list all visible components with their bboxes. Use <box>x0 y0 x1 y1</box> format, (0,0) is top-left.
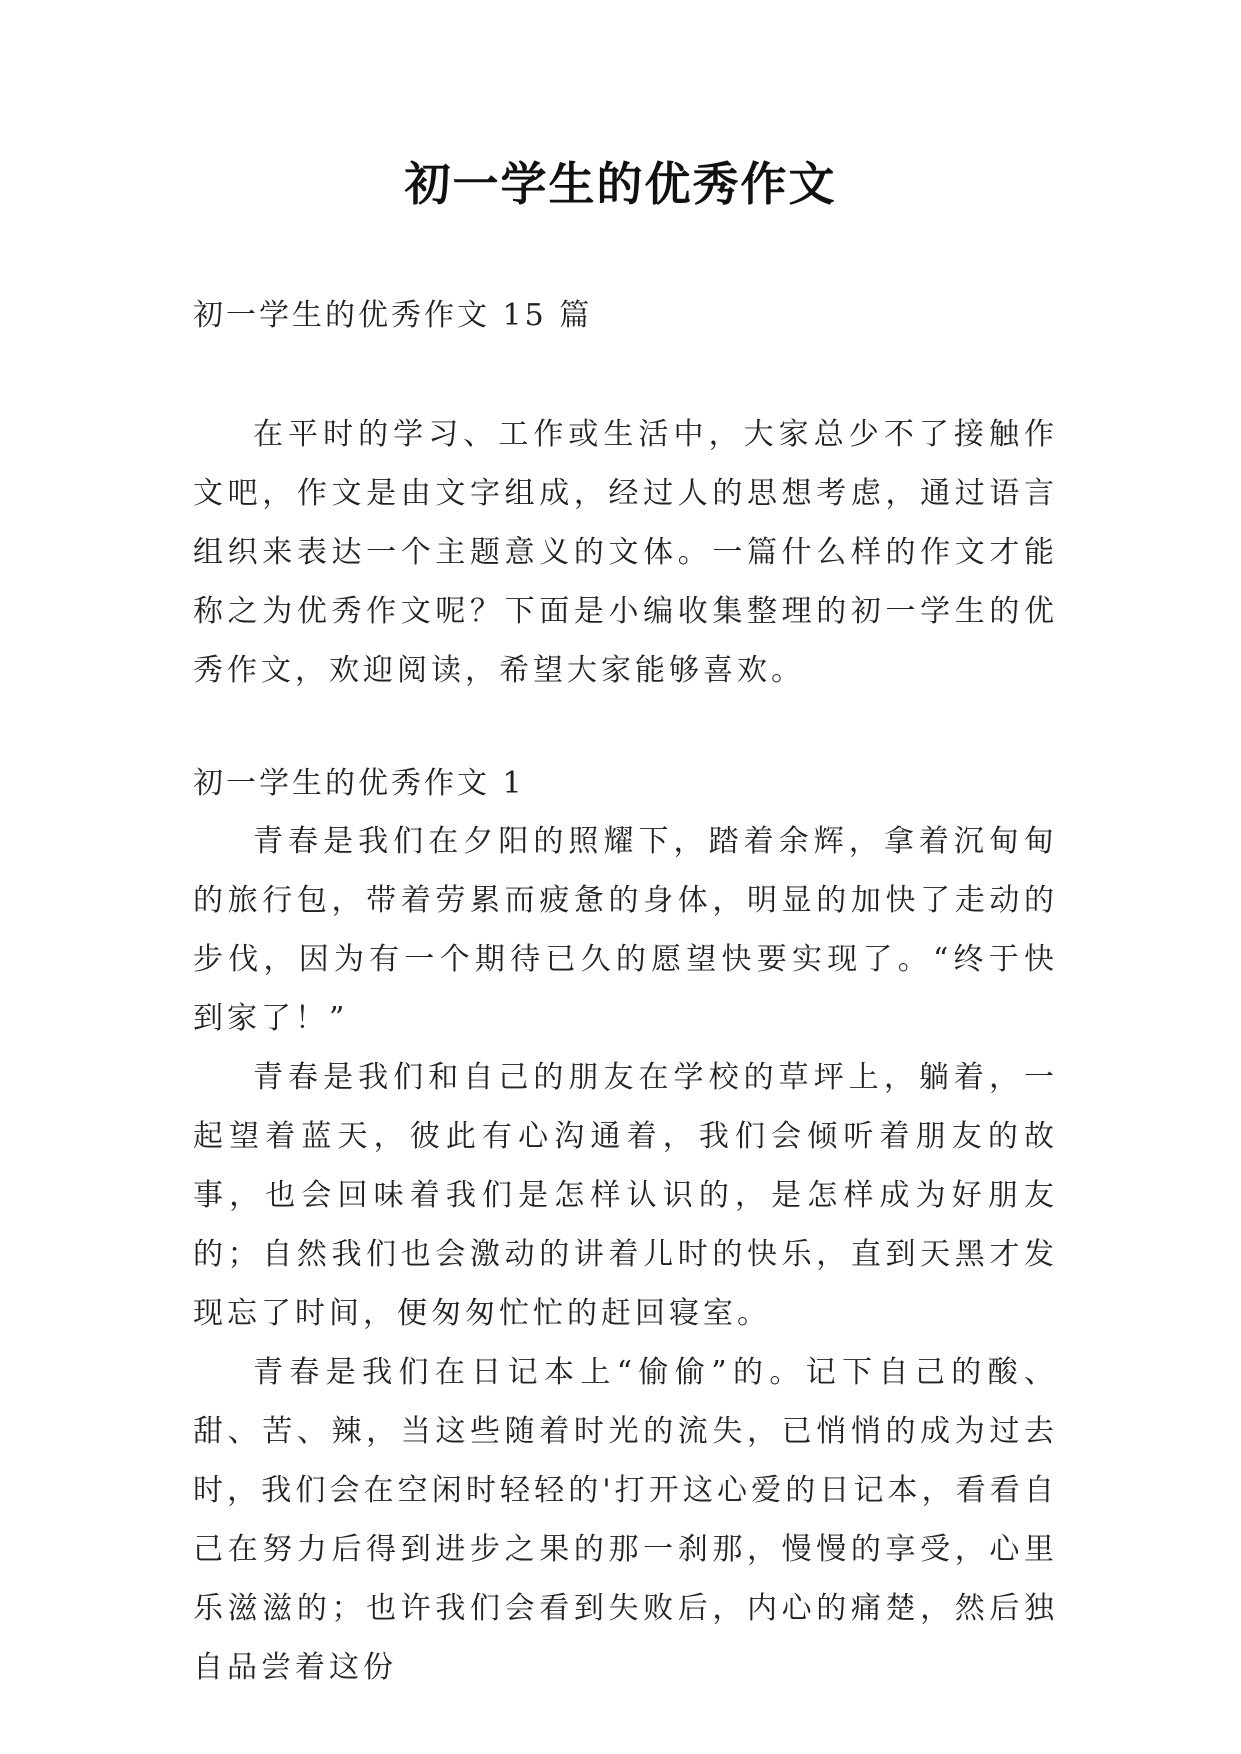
article-paragraph-2: 青春是我们和自己的朋友在学校的草坪上，躺着，一起望着蓝天，彼此有心沟通着，我们会倾听着朋友的故事，也会回味着我们是怎样认识的，是怎样成为好朋友的；自然我们也会激动的讲着儿时的快乐，直到天黑才发现忘了时间，便匆匆忙忙的赶回寝室。 <box>193 1060 1058 1331</box>
page-title: 初一学生的优秀作文 <box>404 157 837 211</box>
article-paragraph-1: 青春是我们在夕阳的照耀下，踏着余辉，拿着沉甸甸的旅行包，带着劳累而疲惫的身体，明显的加快了走动的步伐，因为有一个期待已久的愿望快要实现了。“终于快到家了！” <box>193 824 1058 1036</box>
article-body <box>193 812 1058 1697</box>
section-heading: 初一学生的优秀作文 1 <box>193 766 525 801</box>
intro-block <box>193 405 1058 700</box>
document-subtitle: 初一学生的优秀作文 15 篇 <box>193 298 593 333</box>
intro-paragraph: 在平时的学习、工作或生活中，大家总少不了接触作文吧，作文是由文字组成，经过人的思想考虑，通过语言组织来表达一个主题意义的文体。一篇什么样的作文才能称之为优秀作文呢？下面是小编收集整理的初一学生的优秀作文，欢迎阅读，希望大家能够喜欢。 <box>193 417 1058 688</box>
article-paragraph-3: 青春是我们在日记本上“偷偷”的。记下自己的酸、甜、苦、辣，当这些随着时光的流失，已悄悄的成为过去时，我们会在空闲时轻轻的'打开这心爱的日记本，看看自己在努力后得到进步之果的那一刹那，慢慢的享受，心里乐滋滋的；也许我们会看到失败后，内心的痛楚，然后独自品尝着这份 <box>193 1355 1058 1685</box>
